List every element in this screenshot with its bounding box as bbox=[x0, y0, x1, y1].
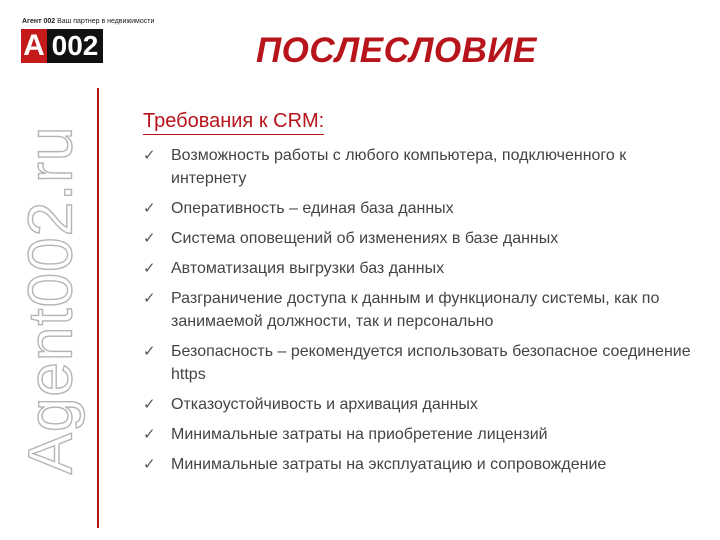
list-item bbox=[143, 227, 703, 250]
list-item bbox=[143, 257, 703, 280]
list-item-text: Оперативность – единая база данных bbox=[171, 200, 454, 217]
logo-number: 002 bbox=[47, 29, 103, 63]
vertical-divider bbox=[97, 88, 99, 528]
list-item bbox=[143, 144, 703, 190]
logo-caption-brand: Агент 002 bbox=[22, 18, 56, 25]
check-icon: ✓ bbox=[143, 259, 156, 277]
list-item-text: Возможность работы с любого компьютера, подключенного к интернету bbox=[171, 147, 627, 187]
check-icon: ✓ bbox=[143, 229, 156, 247]
section-subtitle: Требования к CRM: bbox=[143, 110, 325, 132]
vertical-site-name: Agent002.ru bbox=[16, 125, 86, 475]
list-item bbox=[143, 453, 703, 476]
list-item-text: Система оповещений об изменениях в базе данных bbox=[171, 230, 559, 247]
list-item bbox=[143, 393, 703, 416]
page-title: ПОСЛЕСЛОВИЕ bbox=[256, 31, 537, 70]
check-icon: ✓ bbox=[143, 395, 156, 413]
check-icon: ✓ bbox=[143, 342, 156, 360]
list-item-text: Автоматизация выгрузки баз данных bbox=[171, 260, 445, 277]
list-item bbox=[143, 423, 703, 446]
list-item-text: Минимальные затраты на эксплуатацию и сопровождение bbox=[171, 456, 607, 473]
list-item-text: Минимальные затраты на приобретение лицензий bbox=[171, 426, 548, 443]
list-item bbox=[143, 340, 703, 386]
list-item-text: Разграничение доступа к данным и функционалу системы, как по занимаемой должности, так и персонально bbox=[171, 290, 660, 330]
check-icon: ✓ bbox=[143, 146, 156, 164]
list-item bbox=[143, 287, 703, 333]
logo-caption-text: Ваш партнер в недвижимости bbox=[57, 18, 155, 25]
check-icon: ✓ bbox=[143, 425, 156, 443]
check-icon: ✓ bbox=[143, 289, 156, 307]
logo-letter: А bbox=[21, 29, 47, 63]
vertical-watermark-area bbox=[0, 0, 100, 540]
requirements-list bbox=[143, 144, 703, 483]
list-item-text: Безопасность – рекомендуется использовать безопасное соединение https bbox=[171, 343, 691, 383]
check-icon: ✓ bbox=[143, 199, 156, 217]
check-icon: ✓ bbox=[143, 455, 156, 473]
list-item-text: Отказоустойчивость и архивация данных bbox=[171, 396, 478, 413]
list-item bbox=[143, 197, 703, 220]
